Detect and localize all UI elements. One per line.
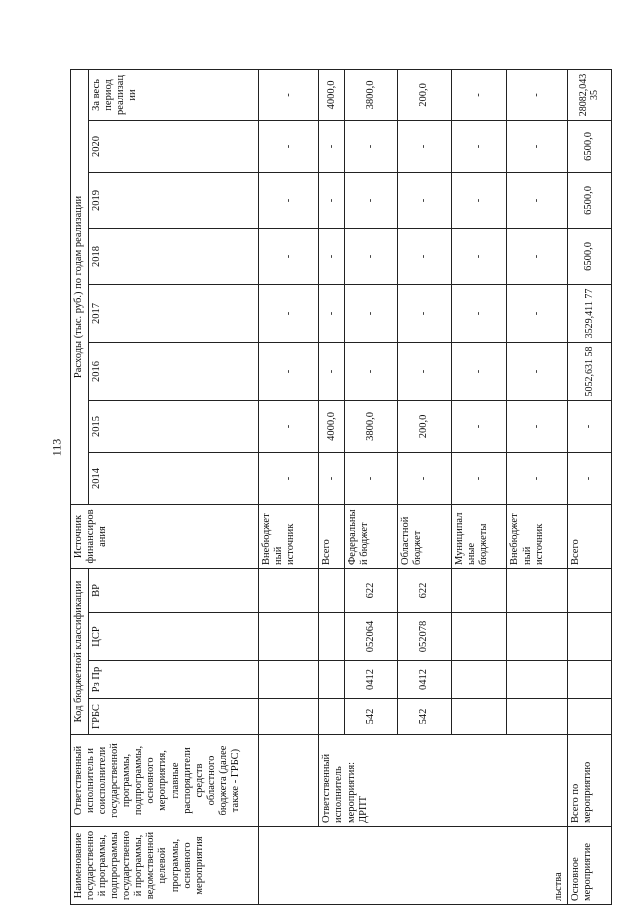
- page-number: 113: [49, 438, 64, 457]
- csr-cell: 052078: [398, 613, 451, 661]
- csr-cell: 052064: [344, 613, 397, 661]
- csr-cell: [319, 613, 345, 661]
- value-cell: -: [319, 172, 345, 228]
- total-cell: -: [451, 69, 507, 120]
- vr-cell: 622: [398, 568, 451, 612]
- header-2020: 2020: [89, 120, 259, 172]
- vr-cell: [451, 568, 507, 612]
- value-cell: 200,0: [398, 400, 451, 452]
- header-csr: ЦСР: [89, 613, 259, 661]
- total-cell: 200,0: [398, 69, 451, 120]
- rzpr-cell: [451, 661, 507, 699]
- total-cell: 3800,0: [344, 69, 397, 120]
- value-cell: -: [319, 228, 345, 284]
- value-cell: -: [398, 120, 451, 172]
- value-cell: -: [344, 284, 397, 342]
- header-executor: Ответственный исполнитель и соисполнители государственной программы, подпрограммы, основного мероприятия, главные распорядители средств областного бюджета (далее также - ГРБС): [71, 735, 259, 827]
- value-cell: -: [451, 228, 507, 284]
- value-cell: -: [344, 452, 397, 504]
- value-cell: 4000,0: [319, 400, 345, 452]
- total-cell: 28082,043 35: [567, 69, 611, 120]
- value-cell: -: [344, 120, 397, 172]
- grbs-cell: 542: [398, 699, 451, 735]
- value-cell: -: [398, 172, 451, 228]
- grbs-cell: [319, 699, 345, 735]
- value-cell: -: [319, 120, 345, 172]
- rotated-sheet: [70, 70, 612, 905]
- csr-cell: [259, 613, 319, 661]
- value-cell: -: [259, 284, 319, 342]
- grbs-cell: 542: [344, 699, 397, 735]
- header-2018: 2018: [89, 228, 259, 284]
- rzpr-cell: 0412: [344, 661, 397, 699]
- value-cell: -: [319, 284, 345, 342]
- table-row: [259, 69, 319, 904]
- total-cell: -: [507, 69, 567, 120]
- csr-cell: [507, 613, 567, 661]
- value-cell: -: [344, 342, 397, 400]
- header-source: Источник финансирования: [71, 504, 259, 568]
- header-2015: 2015: [89, 400, 259, 452]
- vr-cell: 622: [344, 568, 397, 612]
- value-cell: -: [344, 228, 397, 284]
- header-expenses: Расходы (тыс. руб.) по годам реализации: [71, 69, 89, 504]
- grbs-cell: [567, 699, 611, 735]
- table-row: [567, 69, 611, 904]
- executor-cell: [259, 735, 319, 827]
- rzpr-cell: 0412: [398, 661, 451, 699]
- value-cell: -: [567, 452, 611, 504]
- value-cell: -: [451, 172, 507, 228]
- main-activity-executor-cell: Всего по мероприятию: [567, 735, 611, 827]
- value-cell: -: [451, 452, 507, 504]
- value-cell: -: [451, 342, 507, 400]
- header-vr: ВР: [89, 568, 259, 612]
- source-cell: Муниципальные бюджеты: [451, 504, 507, 568]
- value-cell: 3800,0: [344, 400, 397, 452]
- grbs-cell: [259, 699, 319, 735]
- value-cell: -: [507, 172, 567, 228]
- rzpr-cell: [259, 661, 319, 699]
- program-name-cell: льства: [259, 827, 568, 905]
- value-cell: 6500,0: [567, 120, 611, 172]
- vr-cell: [319, 568, 345, 612]
- table-row: [319, 69, 345, 904]
- header-grbs: ГРБС: [89, 699, 259, 735]
- value-cell: -: [507, 400, 567, 452]
- value-cell: -: [507, 120, 567, 172]
- value-cell: -: [567, 400, 611, 452]
- value-cell: 3529,411 77: [567, 284, 611, 342]
- value-cell: -: [398, 342, 451, 400]
- value-cell: 6500,0: [567, 228, 611, 284]
- value-cell: -: [507, 228, 567, 284]
- value-cell: 6500,0: [567, 172, 611, 228]
- value-cell: -: [319, 452, 345, 504]
- total-cell: 4000,0: [319, 69, 345, 120]
- vr-cell: [507, 568, 567, 612]
- source-cell: Внебюджетный источник: [259, 504, 319, 568]
- csr-cell: [451, 613, 507, 661]
- header-budget-code: Код бюджетной классификации: [71, 568, 89, 734]
- header-name: Наименование государственной программы, подпрограммы государственной программы, ведомственной целевой программы, основного мероприятия: [71, 827, 259, 905]
- value-cell: -: [344, 172, 397, 228]
- value-cell: -: [259, 400, 319, 452]
- header-2014: 2014: [89, 452, 259, 504]
- source-cell: Всего: [567, 504, 611, 568]
- main-activity-name-cell: Основное мероприятие: [567, 827, 611, 905]
- value-cell: -: [451, 400, 507, 452]
- budget-table: [70, 69, 612, 905]
- value-cell: -: [507, 342, 567, 400]
- value-cell: -: [259, 228, 319, 284]
- rzpr-cell: [319, 661, 345, 699]
- rzpr-cell: [507, 661, 567, 699]
- header-total: За весь период реализации: [89, 69, 259, 120]
- source-cell: Областной бюджет: [398, 504, 451, 568]
- source-cell: Всего: [319, 504, 345, 568]
- value-cell: -: [319, 342, 345, 400]
- value-cell: 5052,631 58: [567, 342, 611, 400]
- value-cell: -: [451, 284, 507, 342]
- value-cell: -: [259, 452, 319, 504]
- header-2017: 2017: [89, 284, 259, 342]
- executor-drpt-cell: Ответственный исполнитель мероприятия: ДРПТ: [319, 735, 567, 827]
- source-cell: Внебюджетный источник: [507, 504, 567, 568]
- value-cell: -: [259, 120, 319, 172]
- value-cell: -: [259, 172, 319, 228]
- header-rzpr: Рз Пр: [89, 661, 259, 699]
- value-cell: -: [507, 284, 567, 342]
- header-2016: 2016: [89, 342, 259, 400]
- value-cell: -: [398, 284, 451, 342]
- header-2019: 2019: [89, 172, 259, 228]
- csr-cell: [567, 613, 611, 661]
- grbs-cell: [451, 699, 507, 735]
- value-cell: -: [398, 452, 451, 504]
- value-cell: -: [398, 228, 451, 284]
- value-cell: -: [507, 452, 567, 504]
- vr-cell: [259, 568, 319, 612]
- total-cell: -: [259, 69, 319, 120]
- value-cell: -: [259, 342, 319, 400]
- rzpr-cell: [567, 661, 611, 699]
- source-cell: Федеральный бюджет: [344, 504, 397, 568]
- value-cell: -: [451, 120, 507, 172]
- vr-cell: [567, 568, 611, 612]
- grbs-cell: [507, 699, 567, 735]
